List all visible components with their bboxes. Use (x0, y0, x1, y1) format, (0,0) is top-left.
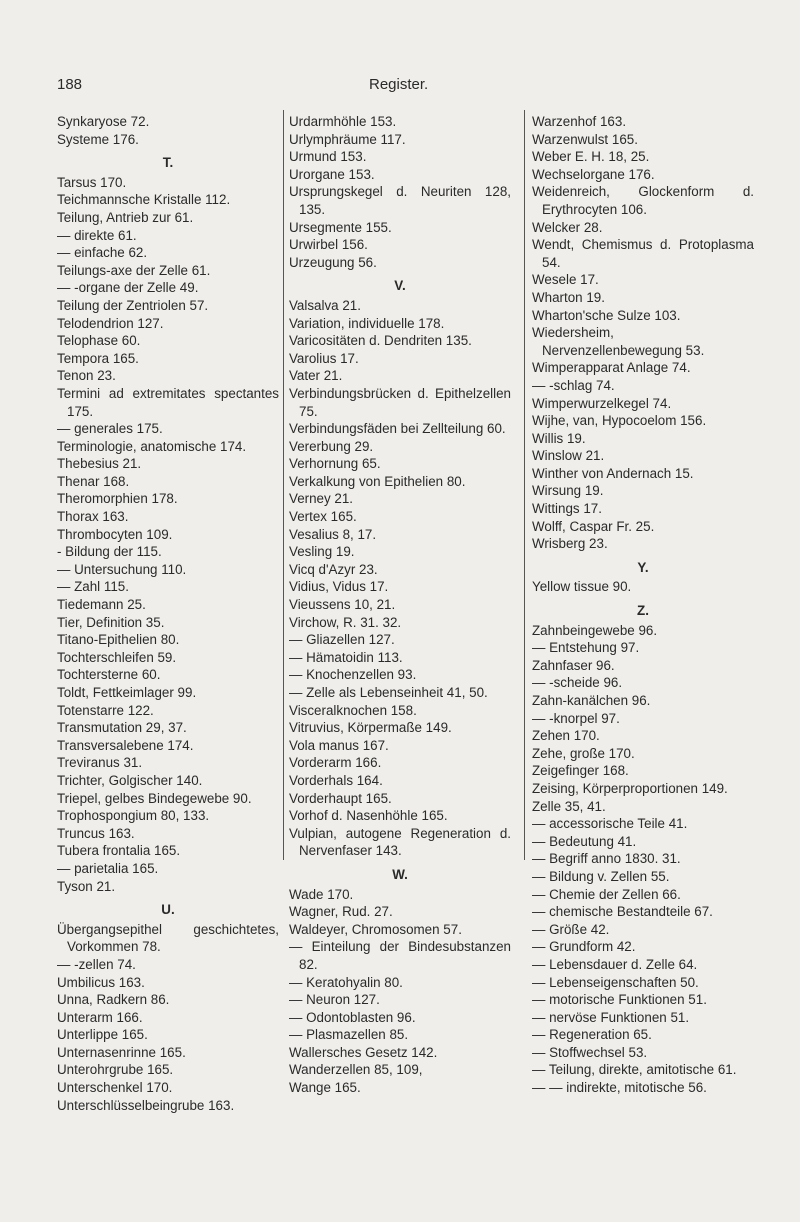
index-entry: Tiedemann 25. (57, 597, 146, 613)
index-entry: Weidenreich, Glockenform d. Erythrocyten 106. (532, 184, 754, 217)
section-letter: V. (394, 278, 406, 294)
index-entry: Synkaryose 72. (57, 114, 150, 129)
index-entry: Titano-Epithelien 80. (57, 632, 180, 648)
index-entry: Vesling 19. (289, 544, 355, 560)
index-entry: Transversalebene 174. (57, 737, 194, 753)
index-entry: Verbindungsfäden bei Zellteilung 60. (289, 421, 506, 437)
index-entry: Wittings 17. (532, 501, 602, 517)
index-entry: Vorderhaupt 165. (289, 790, 392, 806)
index-entry: — Lebensdauer d. Zelle 64. (532, 956, 698, 972)
index-entry: Urzeugung 56. (289, 254, 377, 270)
index-entry: Unterlippe 165. (57, 1027, 148, 1043)
index-entry: Vorderhals 164. (289, 772, 383, 788)
index-entry: Tyson 21. (57, 878, 116, 894)
index-entry: Ursprungskegel d. Neuriten 128, 135. (289, 184, 511, 217)
index-entry: Wirsung 19. (532, 483, 604, 499)
index-entry: — -knorpel 97. (532, 710, 620, 726)
section-letter: T. (162, 155, 174, 171)
index-column-3 (532, 113, 754, 1097)
index-entry: Vater 21. (289, 368, 343, 384)
index-entry: Welcker 28. (532, 219, 603, 235)
index-entry: Tempora 165. (57, 350, 139, 366)
index-entry: Variation, individuelle 178. (289, 315, 445, 331)
index-entry: Verbindungsbrücken d. Epithelzellen 75. (289, 385, 511, 419)
index-entry: Wolff, Caspar Fr. 25. (532, 518, 655, 534)
index-entry: — Regeneration 65. (532, 1027, 652, 1043)
index-entry: — Entstehung 97. (532, 640, 640, 656)
index-entry: Wallersches Gesetz 142. (289, 1044, 438, 1060)
index-entry: Vieussens 10, 21. (289, 597, 396, 613)
index-column-1 (57, 113, 279, 1114)
index-entry: Urwirbel 156. (289, 237, 368, 253)
index-entry: Vorderarm 166. (289, 755, 382, 771)
index-entry: Wade 170. (289, 886, 354, 902)
index-entry: — Bildung v. Zellen 55. (532, 868, 670, 884)
index-entry: Warzenhof 163. (532, 114, 627, 129)
index-entry: Unterarm 166. (57, 1009, 143, 1025)
index-entry: Unterohrgrube 165. (57, 1062, 174, 1078)
index-entry: Tochtersterne 60. (57, 667, 161, 683)
index-entry: Totenstarre 122. (57, 702, 154, 718)
index-entry: Thrombocyten 109. (57, 526, 173, 542)
index-entry: — -zellen 74. (57, 956, 136, 972)
index-entry: Thorax 163. (57, 509, 129, 525)
index-entry: Zahnbeingewebe 96. (532, 622, 658, 638)
index-entry: — chemische Bestandteile 67. (532, 904, 713, 920)
index-entry: Zehen 170. (532, 728, 600, 744)
index-entry: — Stoffwechsel 53. (532, 1044, 648, 1060)
section-letter: W. (392, 866, 408, 882)
index-entry: Thenar 168. (57, 473, 130, 489)
index-entry: Terminologie, anatomische 174. (57, 438, 247, 454)
index-entry: Urmund 153. (289, 149, 367, 165)
index-entry: Warzenwulst 165. (532, 131, 638, 147)
index-entry: — Plasmazellen 85. (289, 1027, 409, 1043)
index-entry: Unterschenkel 170. (57, 1080, 173, 1096)
column-divider (283, 110, 284, 860)
index-entry: Tubera frontalia 165. (57, 843, 181, 859)
index-entry: — Gliazellen 127. (289, 632, 395, 648)
section-letter: Y. (637, 559, 649, 575)
index-entry: Urdarmhöhle 153. (289, 114, 397, 129)
index-entry: Vorhof d. Nasenhöhle 165. (289, 808, 448, 824)
index-entry: Zeising, Körperproportionen 149. (532, 780, 728, 796)
index-entry: — Knochenzellen 93. (289, 667, 417, 683)
index-entry: Theromorphien 178. (57, 491, 178, 507)
index-entry: — Begriff anno 1830. 31. (532, 851, 681, 867)
index-entry: Wange 165. (289, 1080, 361, 1096)
page-header (57, 76, 757, 98)
index-entry: Urlymphräume 117. (289, 131, 406, 147)
index-entry: — -scheide 96. (532, 675, 623, 691)
index-entry: Wanderzellen 85, 109, (289, 1062, 423, 1078)
index-entry: Wendt, Chemismus d. Protoplasma 54. (532, 237, 754, 270)
index-entry: Vesalius 8, 17. (289, 526, 377, 542)
index-entry: - Bildung der 115. (57, 544, 162, 560)
index-entry: — Keratohyalin 80. (289, 974, 403, 990)
index-entry: Unterschlüsselbeingrube 163. (57, 1097, 235, 1113)
index-entry: Zahn-kanälchen 96. (532, 693, 651, 708)
index-entry: Umbilicus 163. (57, 974, 145, 990)
index-entry: Vola manus 167. (289, 737, 389, 753)
index-entry: Zahnfaser 96. (532, 657, 615, 673)
index-entry: — — indirekte, mitotische 56. (532, 1080, 707, 1096)
index-entry: Tenon 23. (57, 368, 116, 384)
index-column-2 (289, 113, 511, 1097)
index-entry: Tarsus 170. (57, 174, 127, 190)
index-entry: Vererbung 29. (289, 438, 374, 454)
index-entry: Wrisberg 23. (532, 536, 608, 552)
index-entry: Wesele 17. (532, 272, 599, 288)
index-entry: — einfache 62. (57, 245, 148, 261)
index-entry: — Größe 42. (532, 921, 610, 937)
index-entry: Weber E. H. 18, 25. (532, 149, 650, 165)
index-entry: — parietalia 165. (57, 860, 159, 876)
index-entry: Varicositäten d. Dendriten 135. (289, 333, 472, 349)
index-entry: Teilung der Zentriolen 57. (57, 297, 209, 313)
index-entry: Systeme 176. (57, 131, 139, 147)
index-entry: Verkalkung von Epithelien 80. (289, 473, 466, 489)
index-entry: Vulpian, autogene Regeneration d. Nervenfaser 143. (289, 825, 511, 859)
index-entry: Teichmannsche Kristalle 112. (57, 192, 231, 208)
index-entry: Wimperapparat Anlage 74. (532, 360, 691, 376)
index-entry: Tier, Definition 35. (57, 614, 165, 630)
index-entry: Wharton 19. (532, 289, 605, 305)
index-entry: — accessorische Teile 41. (532, 816, 688, 832)
page-number: 188 (57, 76, 83, 93)
index-entry: Willis 19. (532, 430, 586, 446)
index-entry: Visceralknochen 158. (289, 702, 417, 718)
index-entry: Zelle 35, 41. (532, 798, 606, 814)
index-entry: — motorische Funktionen 51. (532, 992, 707, 1008)
index-entry: Tochterschleifen 59. (57, 649, 177, 665)
index-entry: Teilung, Antrieb zur 61. (57, 209, 194, 225)
index-entry: — Grundform 42. (532, 939, 636, 955)
index-entry: — generales 175. (57, 421, 163, 437)
index-entry: Termini ad extremitates spectantes 175. (57, 385, 279, 419)
index-entry: — Chemie der Zellen 66. (532, 886, 681, 902)
index-entry: Vertex 165. (289, 509, 357, 525)
index-entry: — Lebenseigenschaften 50. (532, 974, 699, 990)
index-entry: — Bedeutung 41. (532, 833, 637, 849)
index-entry: Verhornung 65. (289, 456, 381, 472)
index-entry: — Teilung, direkte, amitotische 61. (532, 1062, 737, 1078)
index-entry: — Neuron 127. (289, 992, 380, 1008)
index-entry: Trichter, Golgischer 140. (57, 772, 203, 788)
index-entry: Wagner, Rud. 27. (289, 904, 393, 920)
index-entry: Triepel, gelbes Bindegewebe 90. (57, 790, 252, 806)
index-entry: Vicq d'Azyr 23. (289, 561, 378, 577)
index-entry: Truncus 163. (57, 825, 135, 841)
index-entry: Treviranus 31. (57, 755, 143, 771)
index-entry: — Untersuchung 110. (57, 561, 187, 577)
index-entry: Vidius, Vidus 17. (289, 579, 389, 595)
index-entry: Wijhe, van, Hypocoelom 156. (532, 413, 707, 429)
index-entry: — nervöse Funktionen 51. (532, 1009, 690, 1025)
index-entry: Winther von Andernach 15. (532, 465, 694, 481)
index-entry: Verney 21. (289, 491, 354, 507)
index-entry: — Odontoblasten 96. (289, 1009, 416, 1025)
index-entry: Winslow 21. (532, 448, 605, 464)
section-letter: U. (161, 902, 175, 918)
index-entry: — Hämatoidin 113. (289, 649, 403, 665)
index-entry: Urorgane 153. (289, 166, 375, 182)
index-entry: Telophase 60. (57, 333, 141, 349)
index-entry: Ursegmente 155. (289, 219, 392, 235)
index-entry: Valsalva 21. (289, 297, 361, 313)
index-entry: Zehe, große 170. (532, 745, 635, 761)
index-entry: — Zelle als Lebenseinheit 41, 50. (289, 685, 488, 700)
index-entry: Übergangsepithel geschichtetes, Vorkommen 78. (57, 921, 279, 955)
index-entry: Wimperwurzelkegel 74. (532, 395, 672, 411)
index-entry: Thebesius 21. (57, 456, 142, 472)
index-entry: Virchow, R. 31. 32. (289, 614, 402, 630)
index-entry: Varolius 17. (289, 350, 359, 366)
index-entry: Teilungs-axe der Zelle 61. (57, 262, 211, 278)
section-letter: Z. (637, 603, 649, 619)
index-entry: — -organe der Zelle 49. (57, 280, 199, 296)
index-entry: Unternasenrinne 165. (57, 1044, 186, 1060)
index-entry: Yellow tissue 90. (532, 579, 632, 595)
index-entry: Telodendrion 127. (57, 315, 164, 331)
index-entry: — -schlag 74. (532, 377, 615, 393)
index-entry: Zeigefinger 168. (532, 763, 629, 779)
index-entry: Wechselorgane 176. (532, 166, 655, 182)
index-entry: Unna, Radkern 86. (57, 992, 170, 1008)
index-entry: Trophospongium 80, 133. (57, 808, 210, 824)
column-divider (524, 110, 525, 860)
index-entry: Vitruvius, Körpermaße 149. (289, 720, 452, 736)
index-entry: — Zahl 115. (57, 579, 129, 595)
index-entry: — Einteilung der Bindesubstanzen 82. (289, 939, 511, 972)
index-entry: — direkte 61. (57, 227, 137, 243)
index-entry: Wiedersheim, Nervenzellenbewegung 53. (532, 325, 705, 358)
page-title: Register. (369, 76, 429, 93)
index-entry: Wharton'sche Sulze 103. (532, 307, 681, 323)
index-entry: Transmutation 29, 37. (57, 720, 187, 736)
index-entry: Waldeyer, Chromosomen 57. (289, 921, 462, 937)
index-entry: Toldt, Fettkeimlager 99. (57, 685, 197, 700)
